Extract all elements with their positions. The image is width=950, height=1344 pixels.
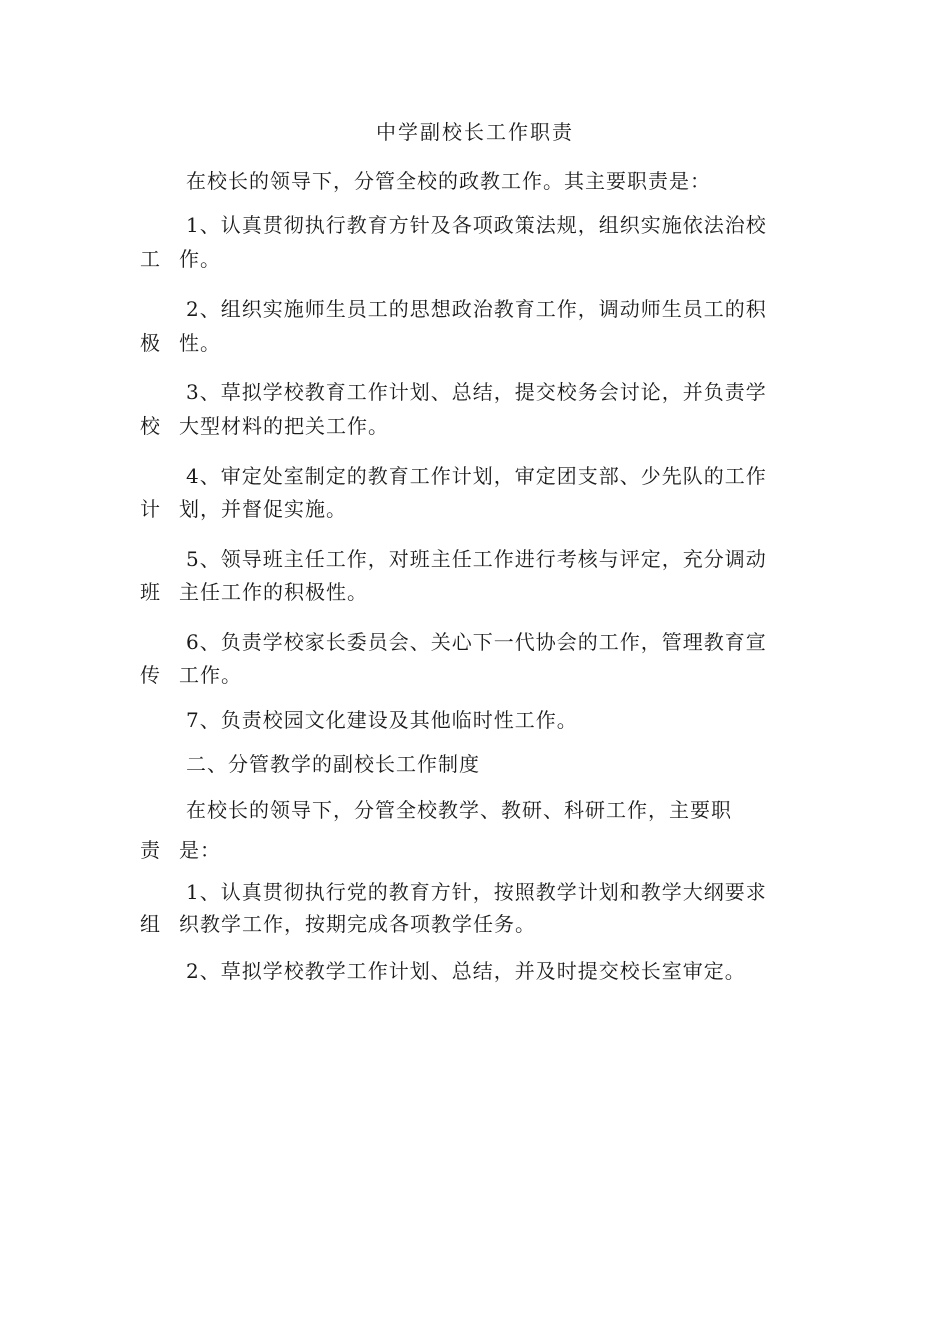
teaching-item-2: 2、草拟学校教学工作计划、总结，并及时提交校长室审定。 [186,959,746,983]
duty-item-1-continuation: 工 作。 [140,247,221,271]
duty-item-4: 4、审定处室制定的教育工作计划，审定团支部、少先队的工作 [186,464,767,488]
duty-item-5: 5、领导班主任工作，对班主任工作进行考核与评定，充分调动 [186,547,767,571]
duty-item-6: 6、负责学校家长委员会、关心下一代协会的工作，管理教育宣 [186,630,767,654]
teaching-item-1-continuation: 组 织教学工作，按期完成各项教学任务。 [140,912,536,936]
section2-intro-continuation: 责 是： [140,838,221,862]
section2-intro: 在校长的领导下，分管全校教学、教研、科研工作，主要职 [186,798,732,822]
duty-item-6-continuation: 传 工作。 [140,663,242,687]
intro-paragraph: 在校长的领导下，分管全校的政教工作。其主要职责是： [186,169,711,193]
teaching-item-1: 1、认真贯彻执行党的教育方针，按照教学计划和教学大纲要求 [186,880,767,904]
duty-item-7: 7、负责校园文化建设及其他临时性工作。 [186,708,578,732]
duty-item-1: 1、认真贯彻执行教育方针及各项政策法规，组织实施依法治校 [186,213,767,237]
duty-item-4-continuation: 计 划，并督促实施。 [140,497,347,521]
document-title: 中学副校长工作职责 [376,120,574,144]
duty-item-3: 3、草拟学校教育工作计划、总结，提交校务会讨论，并负责学 [186,380,767,404]
duty-item-3-continuation: 校 大型材料的把关工作。 [140,414,389,438]
duty-item-2: 2、组织实施师生员工的思想政治教育工作，调动师生员工的积 [186,297,767,321]
duty-item-2-continuation: 极 性。 [140,331,221,355]
section-heading: 二、分管教学的副校长工作制度 [186,752,480,776]
duty-item-5-continuation: 班 主任工作的积极性。 [140,580,368,604]
